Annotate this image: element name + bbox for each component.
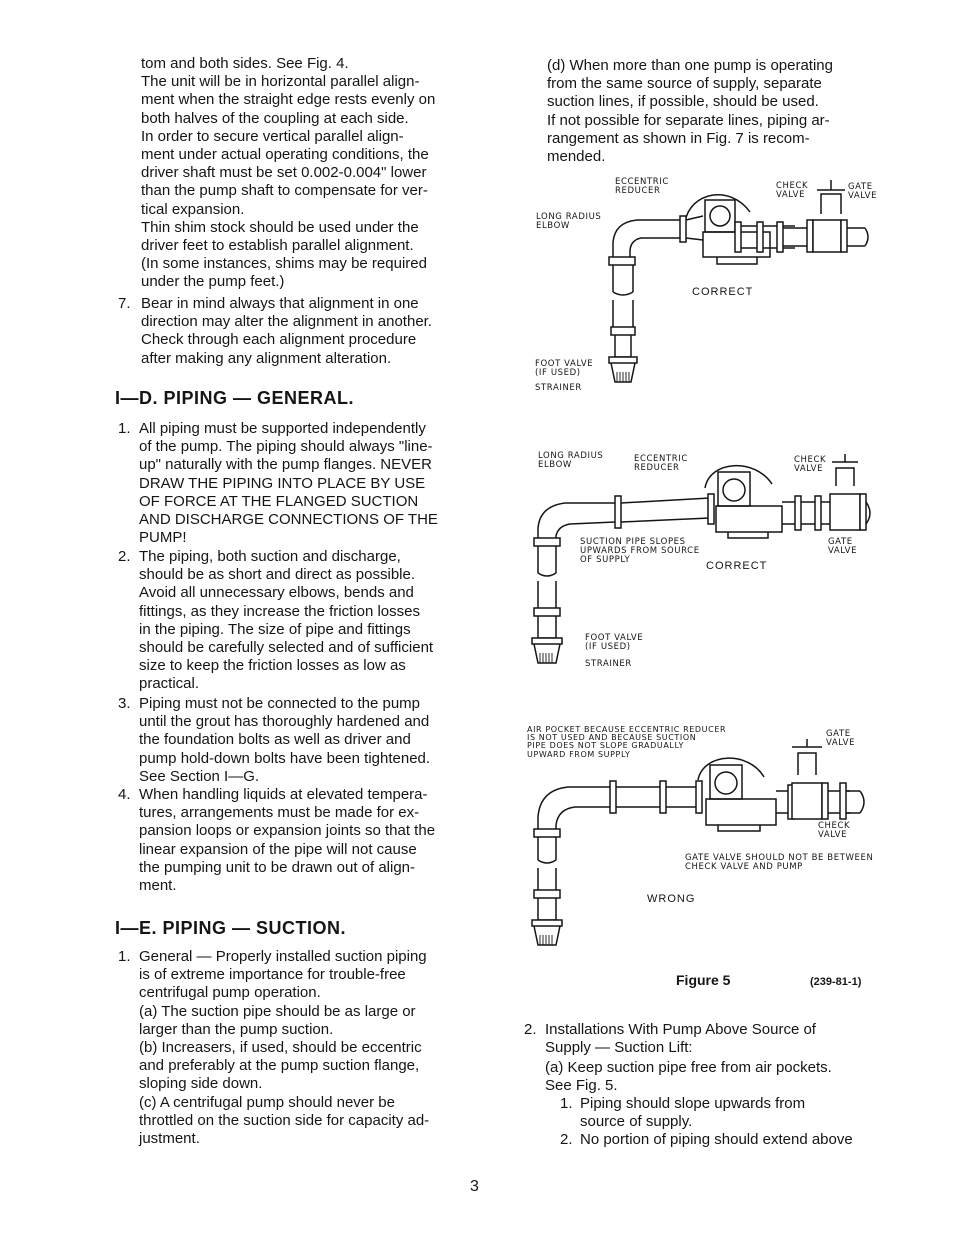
text-line: tures, arrangements must be made for ex- [139,804,420,822]
text-line: than the pump shaft to compensate for ver- [141,182,428,200]
text-line: pump hold-down bolts have been tightened. [139,749,431,767]
text-line: from the same source of supply, separate [547,75,822,93]
text-line: Avoid all unnecessary elbows, bends and [139,584,414,602]
text-line: and preferably at the pump suction flange, [139,1057,420,1075]
figure-code: (239-81-1) [810,976,862,988]
text-line: When handling liquids at elevated tempera- [139,786,428,803]
text-line: See Fig. 5. [545,1077,618,1095]
text-line: Bear in mind always that alignment in one [141,295,419,312]
diagram-1-caption: CORRECT [692,286,754,298]
label-suction-slopes: SUCTION PIPE SLOPES UPWARDS FROM SOURCE OF SUPPLY [580,537,700,565]
label-strainer: STRAINER [535,383,582,393]
heading-piping-suction: I—E. PIPING — SUCTION. [115,918,347,938]
text-line: Check through each alignment procedure [141,331,417,349]
text-line: driver shaft must be set 0.002-0.004" lower [141,164,427,182]
text-line: throttled on the suction side for capacity ad- [139,1111,430,1129]
list-item-number: 4. [118,786,131,803]
text-line: Supply — Suction Lift: [545,1039,693,1057]
text-line: Piping should slope upwards from [580,1095,806,1112]
text-line: in the piping. The size of pipe and fittings [139,620,411,638]
text-line: The piping, both suction and discharge, [139,548,401,565]
text-line: fittings, as they increase the friction losses [139,602,420,620]
text-line: Thin shim stock should be used under the [141,218,419,236]
text-line: See Section I—G. [139,767,260,785]
label-eccentric-reducer: ECCENTRIC REDUCER [615,177,669,196]
text-line: both halves of the coupling at each side. [141,109,409,127]
text-line: tical expansion. [141,200,245,218]
text-line: suction lines, if possible, should be used. [547,93,819,111]
text-line: DRAW THE PIPING INTO PLACE BY USE [139,474,426,492]
text-line: If not possible for separate lines, piping ar- [547,111,830,129]
text-line: larger than the pump suction. [139,1020,334,1038]
text-line: practical. [139,675,200,693]
text-line: AND DISCHARGE CONNECTIONS OF THE [139,511,438,528]
figure-label: Figure 5 [676,972,731,988]
text-line: ment. [139,877,177,894]
label-eccentric-reducer-2: ECCENTRIC REDUCER [634,454,688,473]
text-line: tom and both sides. See Fig. 4. [141,55,349,72]
label-gate-valve-3: GATE VALVE [826,729,856,748]
label-long-radius-elbow-2: LONG RADIUS ELBOW [538,451,604,470]
text-line: Installations With Pump Above Source of [545,1021,816,1038]
text-line: the pumping unit to be drawn out of align- [139,858,416,876]
sub-item-number: 2. [560,1131,573,1148]
piping-diagram-3-drawing [520,735,880,955]
text-line: (b) Increasers, if used, should be eccentric [139,1039,422,1056]
text-line: driver feet to establish parallel alignment. [141,237,414,254]
text-line: should be as short and direct as possible. [139,566,415,584]
diagram-3-caption: WRONG [647,893,696,905]
text-line: sloping side down. [139,1075,263,1093]
label-strainer-2: STRAINER [585,659,632,669]
label-gate-valve: GATE VALVE [848,182,878,201]
sub-item-number: 1. [560,1095,573,1112]
text-line: until the grout has thoroughly hardened and [139,713,430,731]
text-line: ment when the straight edge rests evenly on [141,91,436,109]
item-7-number: 7. [118,295,131,312]
text-line: justment. [139,1130,200,1147]
text-line: under the pump feet.) [141,273,285,291]
label-gate-valve-2: GATE VALVE [828,537,858,556]
text-line: Piping must not be connected to the pump [139,695,421,712]
text-line: OF FORCE AT THE FLANGED SUCTION [139,492,419,510]
text-line: (a) The suction pipe should be as large or [139,1002,416,1020]
text-line: centrifugal pump operation. [139,984,321,1002]
label-check-valve-3: CHECK VALVE [818,821,851,840]
text-line: General — Properly installed suction piping [139,948,427,965]
label-check-valve-2: CHECK VALVE [794,455,827,474]
text-line: should be carefully selected and of sufficient [139,639,434,656]
label-air-pocket: AIR POCKET BECAUSE ECCENTRIC REDUCER IS NOT USED AND BECAUSE SUCTION PIPE DOES NOT SLOPE GRADUALLY UPWARD FROM SUPPLY [527,725,727,759]
text-line: ment under actual operating conditions, the [141,146,429,163]
item-2-number: 2. [524,1021,537,1038]
text-line: In order to secure vertical parallel align- [141,127,404,145]
text-line: (d) When more than one pump is operating [547,57,833,74]
list-item-number: 3. [118,695,131,712]
label-long-radius-elbow: LONG RADIUS ELBOW [536,212,602,231]
text-line: is of extreme importance for trouble-free [139,966,406,984]
list-item-number: 1. [118,420,131,437]
text-line: the foundation bolts as well as driver and [139,731,411,749]
text-line: direction may alter the alignment in another. [141,313,432,331]
piping-diagram-2-drawing [520,448,880,678]
text-line: mended. [547,148,606,165]
heading-piping-general: I—D. PIPING — GENERAL. [115,388,355,408]
text-line: The unit will be in horizontal parallel align- [141,73,420,91]
text-line: size to keep the friction losses as low as [139,657,406,675]
label-foot-valve: FOOT VALVE (IF USED) [535,359,594,378]
text-line: rangement as shown in Fig. 7 is recom- [547,129,810,147]
text-line: (In some instances, shims may be required [141,255,427,273]
text-line: pansion loops or expansion joints so that the [139,822,436,840]
text-line: linear expansion of the pipe will not cause [139,840,417,858]
label-foot-valve-2: FOOT VALVE (IF USED) [585,633,644,652]
label-check-valve: CHECK VALVE [776,181,809,200]
page-number: 3 [470,1178,479,1195]
diagram-2-caption: CORRECT [706,560,768,572]
text-line: PUMP! [139,529,187,547]
list-item-number: 2. [118,548,131,565]
text-line: source of supply. [580,1113,693,1131]
text-line: up" naturally with the pump flanges. NEVER [139,456,432,474]
text-line: of the pump. The piping should always "line- [139,438,433,456]
text-line: (a) Keep suction pipe free from air pockets. [545,1059,832,1076]
label-gate-valve-note: GATE VALVE SHOULD NOT BE BETWEEN CHECK VALVE AND PUMP [685,853,874,872]
text-line: (c) A centrifugal pump should never be [139,1093,395,1111]
suction-item-1-number: 1. [118,948,131,965]
text-line: after making any alignment alteration. [141,349,392,367]
text-line: All piping must be supported independently [139,420,426,437]
text-line: No portion of piping should extend above [580,1131,853,1148]
